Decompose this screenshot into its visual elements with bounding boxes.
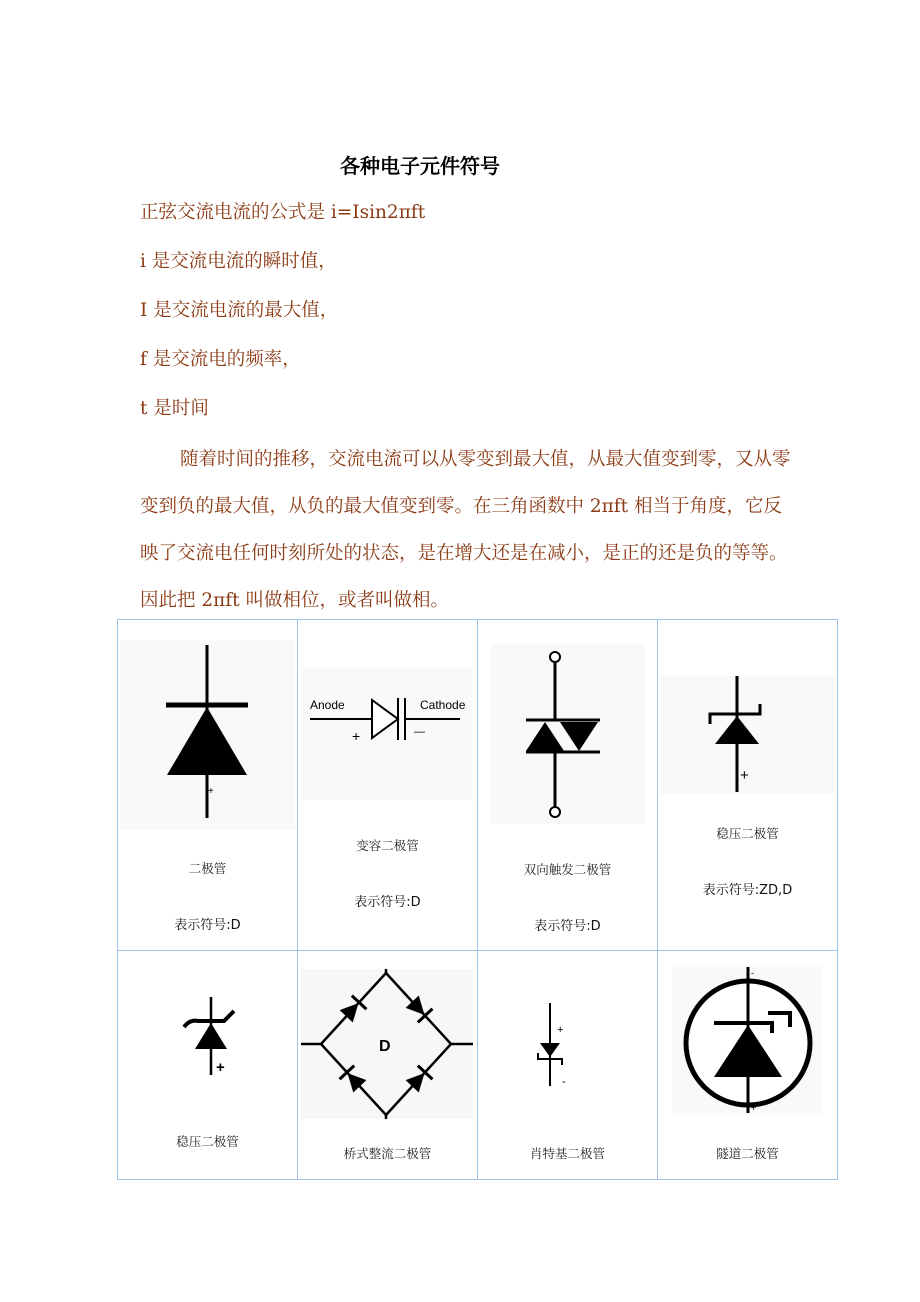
formula-line: 正弦交流电流的公式是 i=Isin2πft xyxy=(140,202,426,223)
svg-text:+: + xyxy=(740,767,749,784)
symbol-cell-tunnel xyxy=(658,951,838,1180)
zener-diode-icon xyxy=(660,676,835,794)
def-line-4: t 是时间 xyxy=(140,398,209,419)
symbol-name: 稳压二极管 xyxy=(176,1134,239,1149)
def-line-3: f 是交流电的频率， xyxy=(140,349,301,370)
tunnel-diode-icon xyxy=(672,965,822,1115)
diac-icon xyxy=(490,644,645,824)
symbol-cell-zener xyxy=(658,620,838,951)
svg-text:-: - xyxy=(562,1076,566,1088)
diode-icon xyxy=(120,640,295,830)
svg-text:+: + xyxy=(751,1103,757,1113)
symbol-cell-zener-2 xyxy=(118,951,298,1180)
page-title: 各种电子元件符号 xyxy=(340,154,500,178)
symbol-code: 表示符号:D xyxy=(354,895,421,910)
svg-text:-: - xyxy=(751,968,754,978)
symbol-code: 表示符号:D xyxy=(174,918,241,933)
symbol-cell-schottky xyxy=(478,951,658,1180)
paragraph-line-1: 随着时间的推移，交流电流可以从零变到最大值，从最大值变到零，又从零 xyxy=(180,449,791,470)
varactor-diode-icon xyxy=(302,668,472,800)
symbol-name: 桥式整流二极管 xyxy=(343,1146,432,1161)
svg-text:+: + xyxy=(216,1059,225,1076)
symbol-cell-varactor xyxy=(298,620,478,951)
bridge-rectifier-icon xyxy=(301,969,473,1119)
symbol-row-2 xyxy=(118,951,838,1180)
def-line-2: I 是交流电流的最大值， xyxy=(140,300,339,321)
minus-label: — xyxy=(414,726,425,738)
symbol-name: 变容二极管 xyxy=(356,838,419,853)
plus-label: + xyxy=(352,728,361,744)
symbol-code: 表示符号:ZD,D xyxy=(702,883,793,898)
schottky-diode-icon xyxy=(534,1001,594,1091)
cathode-label: Cathode xyxy=(420,698,466,712)
zener-diode-icon-2 xyxy=(178,997,248,1077)
symbol-name: 稳压二极管 xyxy=(716,826,779,841)
symbol-row-1 xyxy=(118,620,838,951)
explanation-paragraph xyxy=(140,436,895,624)
anode-label: Anode xyxy=(310,698,345,712)
symbol-code: 表示符号:D xyxy=(534,919,601,934)
symbol-name: 肖特基二极管 xyxy=(529,1146,605,1161)
symbol-table xyxy=(117,619,838,1180)
symbol-cell-diac xyxy=(478,620,658,951)
symbol-name: 隧道二极管 xyxy=(716,1146,779,1161)
symbol-name: 二极管 xyxy=(188,861,227,876)
svg-text:+: + xyxy=(208,786,214,797)
symbol-cell-diode xyxy=(118,620,298,951)
paragraph-line-3: 映了交流电任何时刻所处的状态，是在增大还是在减小，是正的还是负的等等。 xyxy=(140,543,788,564)
symbol-cell-bridge xyxy=(298,951,478,1180)
bridge-center-label: D xyxy=(379,1038,391,1055)
symbol-name: 双向触发二极管 xyxy=(523,862,612,877)
paragraph-line-2: 变到负的最大值，从负的最大值变到零。在三角函数中 2πft 相当于角度，它反 xyxy=(140,496,782,517)
paragraph-line-4: 因此把 2πft 叫做相位，或者叫做相。 xyxy=(140,590,449,611)
svg-text:+: + xyxy=(557,1024,564,1036)
def-line-1: i 是交流电流的瞬时值， xyxy=(140,251,337,272)
